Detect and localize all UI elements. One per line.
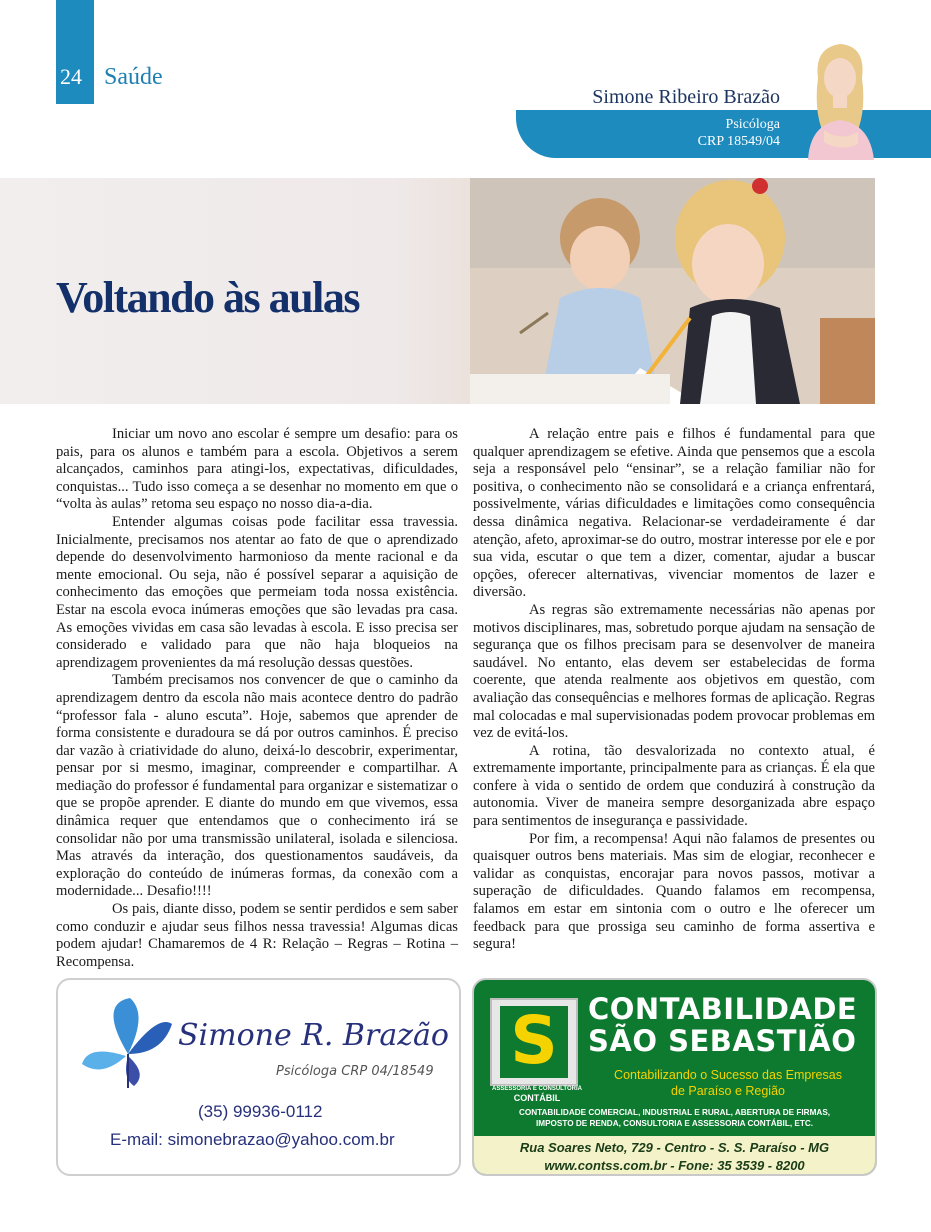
psychologist-ad-card <box>56 978 461 1176</box>
paragraph: Também precisamos nos convencer de que o caminho da aprendizagem dentro da escola não mais acontece dentro do padrão “professor fala - aluno escuta”. Hoje, sabemos que aprender de forma consistente e duradoura se dá por outros caminhos. É preciso dar vazão à criatividade do aluno, deixá-lo descobrir, experimentar, pensar por si mesmo, imaginar, compreender e compartilhar. A mediação do professor é fundamental para organizar e sistematizar o que se propõe aprender. E diante do mundo em que vivemos, essa dinâmica requer que entendamos que o conhecimento irá se consolidar não por uma transmissão unilateral, isolada e silenciosa. Mas através da interação, dos questionamentos saudáveis, da exploração do conteúdo de inúmeras formas, da conexão com a modernidade... Desafio!!!! <box>56 672 458 900</box>
butterfly-logo-icon <box>78 994 178 1090</box>
paragraph: Entender algumas coisas pode facilitar essa travessia. Inicialmente, precisamos nos atentar ao fato de que o aprendizado depende do desenvolvimento harmonioso da mente racional e da mente emocional. Ou seja, não é possível separar a aquisição de conhecimento das emoções que permeiam toda nossa existência. Estar na escola evoca inúmeras emoções que são levadas pra casa. As emoções vividas em casa são levadas à escola. E isso precisa ser considerado e validado para que não haja bloqueios na aprendizagem provenientes da má resolução dessas questões. <box>56 513 458 671</box>
paragraph: Por fim, a recompensa! Aqui não falamos de presentes ou quaisquer outros bens materiais. Mas sim de elogiar, reconhecer e validar as conquistas, encorajar para novos passos, motivar a superação de dificuldades. Quando falamos em recompensa, falamos em estar em sintonia com o outro e lhe oferecer um feedback para que prossiga seu caminho de forma assertiva e segura! <box>473 830 875 953</box>
company-address: Rua Soares Neto, 729 - Centro - S. S. Paraíso - MG <box>519 1140 830 1155</box>
company-services: CONTABILIDADE COMERCIAL, INDUSTRIAL E RURAL, ABERTURA DE FIRMAS, <box>518 1108 831 1117</box>
company-contact-footer <box>474 1136 877 1176</box>
section-title: Saúde <box>104 64 163 90</box>
company-slogan: Contabilizando o Sucesso das Empresas <box>614 1068 842 1082</box>
logo-caption: ASSESSORIA E CONSULTORIA <box>492 1086 582 1092</box>
logo-background <box>500 1002 568 1079</box>
author-crp: CRP 18549/04 <box>697 134 780 149</box>
article-column-right <box>473 426 875 954</box>
company-name-line2: SÃO SEBASTIÃO <box>588 1024 857 1058</box>
company-logo <box>490 998 578 1086</box>
ad-signature-subtitle: Psicóloga CRP 04/18549 <box>276 1064 434 1079</box>
paragraph: Os pais, diante disso, podem se sentir perdidos e sem saber como conduzir e ajudar seus filhos nessa travessia! Algumas dicas podem ajudar! Chamaremos de 4 R: Relação – Regras – Rotina – Recompensa. <box>56 901 458 970</box>
page-number: 24 <box>60 64 82 89</box>
paragraph: A rotina, tão desvalorizada no contexto atual, é extremamente importante, principalmente para as crianças. É ela que confere à vida o sentido de ordem que conduzirá à construção da autonomia. Viver de maneira sempre desorganizada abre espaço para sentimentos de insegurança e passividade. <box>473 742 875 830</box>
paragraph: As regras são extremamente necessárias não apenas por motivos disciplinares, mas, sobretudo porque ajudam na sensação de segurança que os filhos precisam para se desenvolver de maneira saudável. No entanto, elas devem ser estabelecidas de forma coerente, que atenda realmente aos objetivos em questão, com avaliação das consequências e melhores formas de aplicação. Regras mal colocadas e mal supervisionadas podem provocar problemas em vez de evitá-los. <box>473 601 875 742</box>
ad-email: E-mail: simonebrazao@yahoo.com.br <box>110 1130 395 1149</box>
logo-caption-sub: CONTÁBIL <box>513 1093 561 1103</box>
company-web-phone: www.contss.com.br - Fone: 35 3539 - 8200 <box>544 1158 805 1173</box>
article-column-left <box>56 426 458 971</box>
company-slogan-line2: de Paraíso e Região <box>671 1084 785 1098</box>
author-portrait <box>800 38 880 160</box>
ad-phone: (35) 99936-0112 <box>198 1102 323 1121</box>
ad-signature-name: Simone R. Brazão <box>178 1018 449 1053</box>
author-role: Psicóloga <box>725 117 780 132</box>
author-name: Simone Ribeiro Brazão <box>592 86 780 108</box>
logo-letter: S <box>510 1002 558 1079</box>
article-title: Voltando às aulas <box>56 273 359 322</box>
paragraph: A relação entre pais e filhos é fundamental para que qualquer aprendizagem se efetive. Ainda que pensemos que a escola seja a responsável pelo “ensinar”, se a relação familiar não for positiva, o conhecimento não se consolidará e a criança enfrentará, possivelmente, várias dificuldades e limitações como consequência dessa dinâmica negativa. Relacionar-se verdadeiramente é dar atenção, afeto, aproximar-se do outro, mostrar interesse por ele e por sua vida, escutar o que tem a dizer, comentar, ajudar a buscar opções, oferecer alternativas, vivenciar momentos de lazer e diversão. <box>473 426 875 601</box>
company-name-line1: CONTABILIDADE <box>588 992 858 1026</box>
paragraph: Iniciar um novo ano escolar é sempre um desafio: para os pais, para os alunos e também para a escola. Objetivos a serem alcançados, caminhos para atingi-los, expectativas, dificuldades, conquistas... Tudo isso começa a se desenhar no momento em que o “volta às aulas” retoma seu espaço no nosso dia-a-dia. <box>56 426 458 513</box>
accounting-ad-card <box>472 978 877 1176</box>
company-services-line2: IMPOSTO DE RENDA, CONSULTORIA E ASSESSORIA CONTÁBIL, ETC. <box>535 1119 814 1128</box>
